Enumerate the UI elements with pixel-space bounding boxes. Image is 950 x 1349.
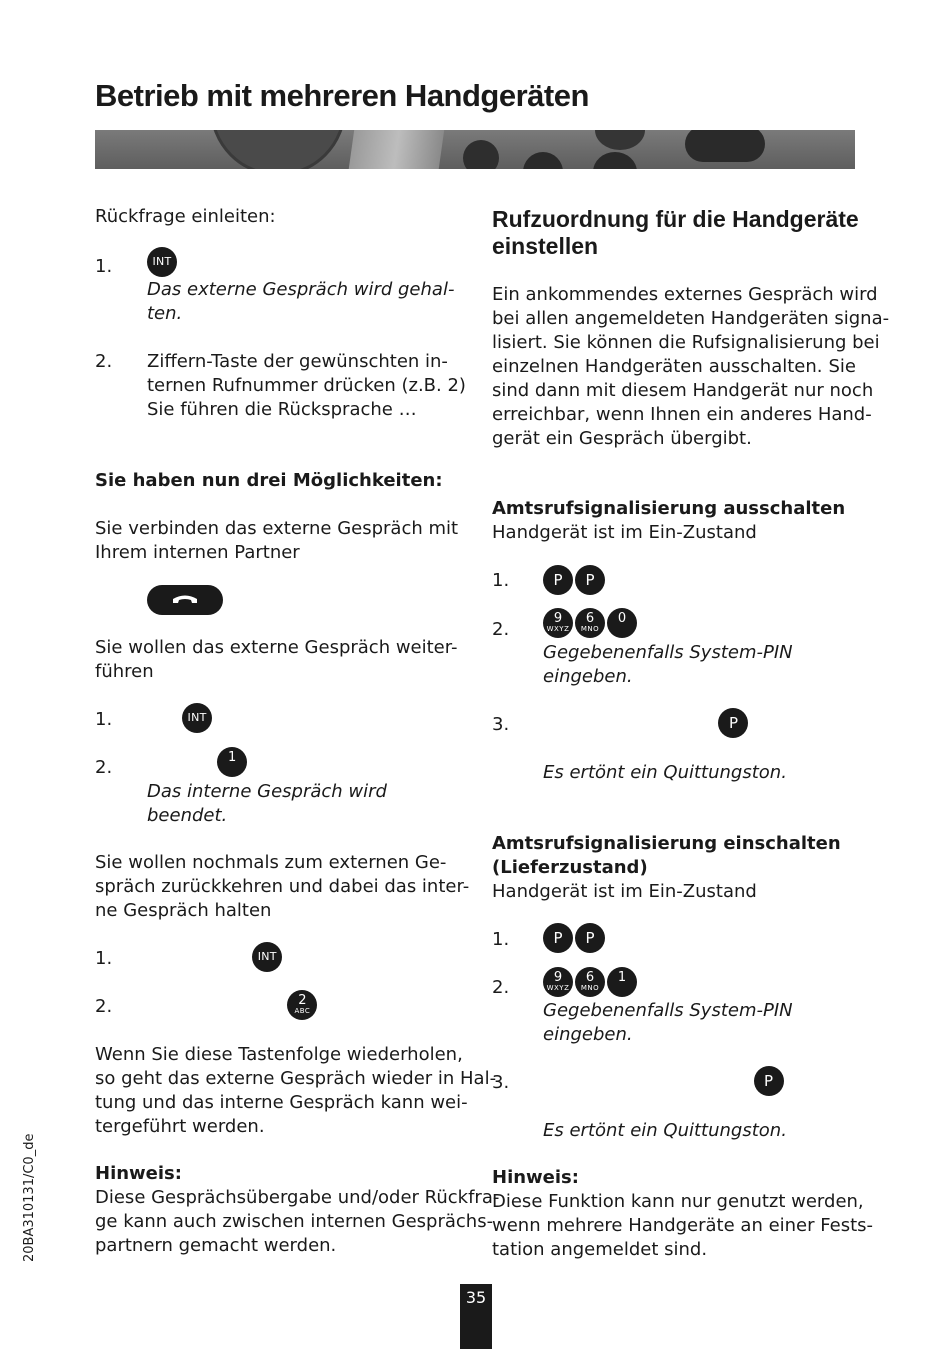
step-number: 2. xyxy=(492,977,510,998)
section-heading-line: einstellen xyxy=(492,233,599,259)
intro-text-line: einzelnen Handgeräten ausschalten. Sie xyxy=(492,356,856,377)
digit-6-key-icon xyxy=(575,967,605,997)
int-key-icon: INT xyxy=(147,247,177,277)
key-digit: 6 xyxy=(585,611,595,626)
step-note-line: Es ertönt ein Quittungston. xyxy=(543,762,787,783)
hint-heading: Hinweis: xyxy=(492,1167,579,1188)
step-number: 1. xyxy=(492,570,510,591)
digit-9-key-icon xyxy=(543,608,573,638)
step-note-line: Es ertönt ein Quittungston. xyxy=(543,1120,787,1141)
hint-text-line: wenn mehrere Handgeräte an einer Fests- xyxy=(492,1215,874,1236)
step-number: 1. xyxy=(95,948,113,969)
step-text-line: Sie führen die Rücksprache … xyxy=(147,399,417,420)
step-note-line: eingeben. xyxy=(543,1024,633,1045)
repeat-text-line: Wenn Sie diese Tastenfolge wiederholen, xyxy=(95,1044,463,1065)
step-note-line: ten. xyxy=(147,303,183,324)
step-note-line: Das interne Gespräch wird xyxy=(147,781,387,802)
option-text-line: ne Gespräch halten xyxy=(95,900,272,921)
key-letters: ABC xyxy=(294,1007,311,1015)
intro-text-line: gerät ein Gespräch übergibt. xyxy=(492,428,752,449)
hint-text-line: tation angemeldet sind. xyxy=(492,1239,708,1260)
key-sequence xyxy=(543,608,637,638)
step-number: 2. xyxy=(95,351,113,372)
option-text-line: spräch zurückkehren und dabei das inter- xyxy=(95,876,470,897)
key-sequence xyxy=(543,565,605,595)
step-note-line: Das externe Gespräch wird gehal- xyxy=(147,279,455,300)
key-digit: 9 xyxy=(553,611,563,626)
hint-text-line: Diese Funktion kann nur genutzt werden, xyxy=(492,1191,864,1212)
repeat-text-line: tergeführt werden. xyxy=(95,1116,265,1137)
p-key-icon: P xyxy=(543,565,573,595)
document-code: 20BA310131/C0_de xyxy=(22,1133,37,1262)
phone-keypad-banner xyxy=(95,130,855,169)
intro-text-line: Ein ankommendes externes Gespräch wird xyxy=(492,284,878,305)
step-number: 2. xyxy=(492,619,510,640)
handset-hook-icon xyxy=(147,585,223,615)
digit-2-key-icon xyxy=(287,990,317,1020)
digit-1-key-icon: 1 xyxy=(607,967,637,997)
hint-text-line: partnern gemacht werden. xyxy=(95,1235,337,1256)
option-text-line: Sie wollen nochmals zum externen Ge- xyxy=(95,852,447,873)
digit-1-key-icon: 1 xyxy=(217,747,247,777)
key-sequence xyxy=(543,967,637,997)
intro-text-line: sind dann mit diesem Handgerät nur noch xyxy=(492,380,874,401)
digit-9-key-icon xyxy=(543,967,573,997)
step-note-line: eingeben. xyxy=(543,666,633,687)
p-key-icon: P xyxy=(575,923,605,953)
state-text: Handgerät ist im Ein-Zustand xyxy=(492,881,757,902)
key-digit: 2 xyxy=(298,993,307,1008)
page-number: 35 xyxy=(460,1284,492,1349)
subsection-heading-line: (Lieferzustand) xyxy=(492,857,648,878)
page-title: Betrieb mit mehreren Handgeräten xyxy=(95,78,589,113)
intro-text-line: bei allen angemeldeten Handgeräten signa- xyxy=(492,308,890,329)
key-digit: 6 xyxy=(585,970,595,985)
step-text-line: Ziffern-Taste der gewünschten in- xyxy=(147,351,448,372)
hint-heading: Hinweis: xyxy=(95,1163,182,1184)
option-text-line: führen xyxy=(95,661,154,682)
key-sequence xyxy=(543,923,605,953)
handset-hook-key xyxy=(147,585,223,615)
hint-text-line: Diese Gesprächsübergabe und/oder Rückfra- xyxy=(95,1187,500,1208)
repeat-text-line: tung und das interne Gespräch kann wei- xyxy=(95,1092,468,1113)
p-key-icon: P xyxy=(543,923,573,953)
p-key-icon: P xyxy=(718,708,748,738)
step-note-line: beendet. xyxy=(147,805,228,826)
option-text-line: Sie verbinden das externe Gespräch mit xyxy=(95,518,459,539)
digit-6-key-icon xyxy=(575,608,605,638)
subsection-heading: Amtsrufsignalisierung ausschalten xyxy=(492,498,846,519)
step-note-line: Gegebenenfalls System-PIN xyxy=(543,1000,793,1021)
digit-0-key-icon: 0 xyxy=(607,608,637,638)
repeat-text-line: so geht das externe Gespräch wieder in Hal- xyxy=(95,1068,497,1089)
key-letters: WXYZ xyxy=(546,984,570,992)
intro-text-line: erreichbar, wenn Ihnen ein anderes Hand- xyxy=(492,404,872,425)
step-number: 2. xyxy=(95,996,113,1017)
int-key-icon: INT xyxy=(252,942,282,972)
step-number: 3. xyxy=(492,1072,510,1093)
p-key-icon: P xyxy=(575,565,605,595)
option-text-line: Ihrem internen Partner xyxy=(95,542,300,563)
int-key-icon: INT xyxy=(182,703,212,733)
option-text-line: Sie wollen das externe Gespräch weiter- xyxy=(95,637,458,658)
state-text: Handgerät ist im Ein-Zustand xyxy=(492,522,757,543)
step-number: 2. xyxy=(95,757,113,778)
step-number: 3. xyxy=(492,714,510,735)
hint-text-line: ge kann auch zwischen internen Gesprächs- xyxy=(95,1211,494,1232)
p-key-icon: P xyxy=(754,1066,784,1096)
step-text-line: ternen Rufnummer drücken (z.B. 2) xyxy=(147,375,466,396)
section-heading-line: Rufzuordnung für die Handgeräte xyxy=(492,206,859,232)
step-note-line: Gegebenenfalls System-PIN xyxy=(543,642,793,663)
options-heading: Sie haben nun drei Möglichkeiten: xyxy=(95,470,443,491)
key-letters: WXYZ xyxy=(546,625,570,633)
step-number: 1. xyxy=(492,929,510,950)
intro-text-line: lisiert. Sie können die Rufsignalisierung bei xyxy=(492,332,880,353)
consultation-intro: Rückfrage einleiten: xyxy=(95,206,276,227)
key-letters: MNO xyxy=(580,984,600,992)
key-letters: MNO xyxy=(580,625,600,633)
subsection-heading-line: Amtsrufsignalisierung einschalten xyxy=(492,833,841,854)
key-digit: 9 xyxy=(553,970,563,985)
step-number: 1. xyxy=(95,256,113,277)
step-number: 1. xyxy=(95,709,113,730)
